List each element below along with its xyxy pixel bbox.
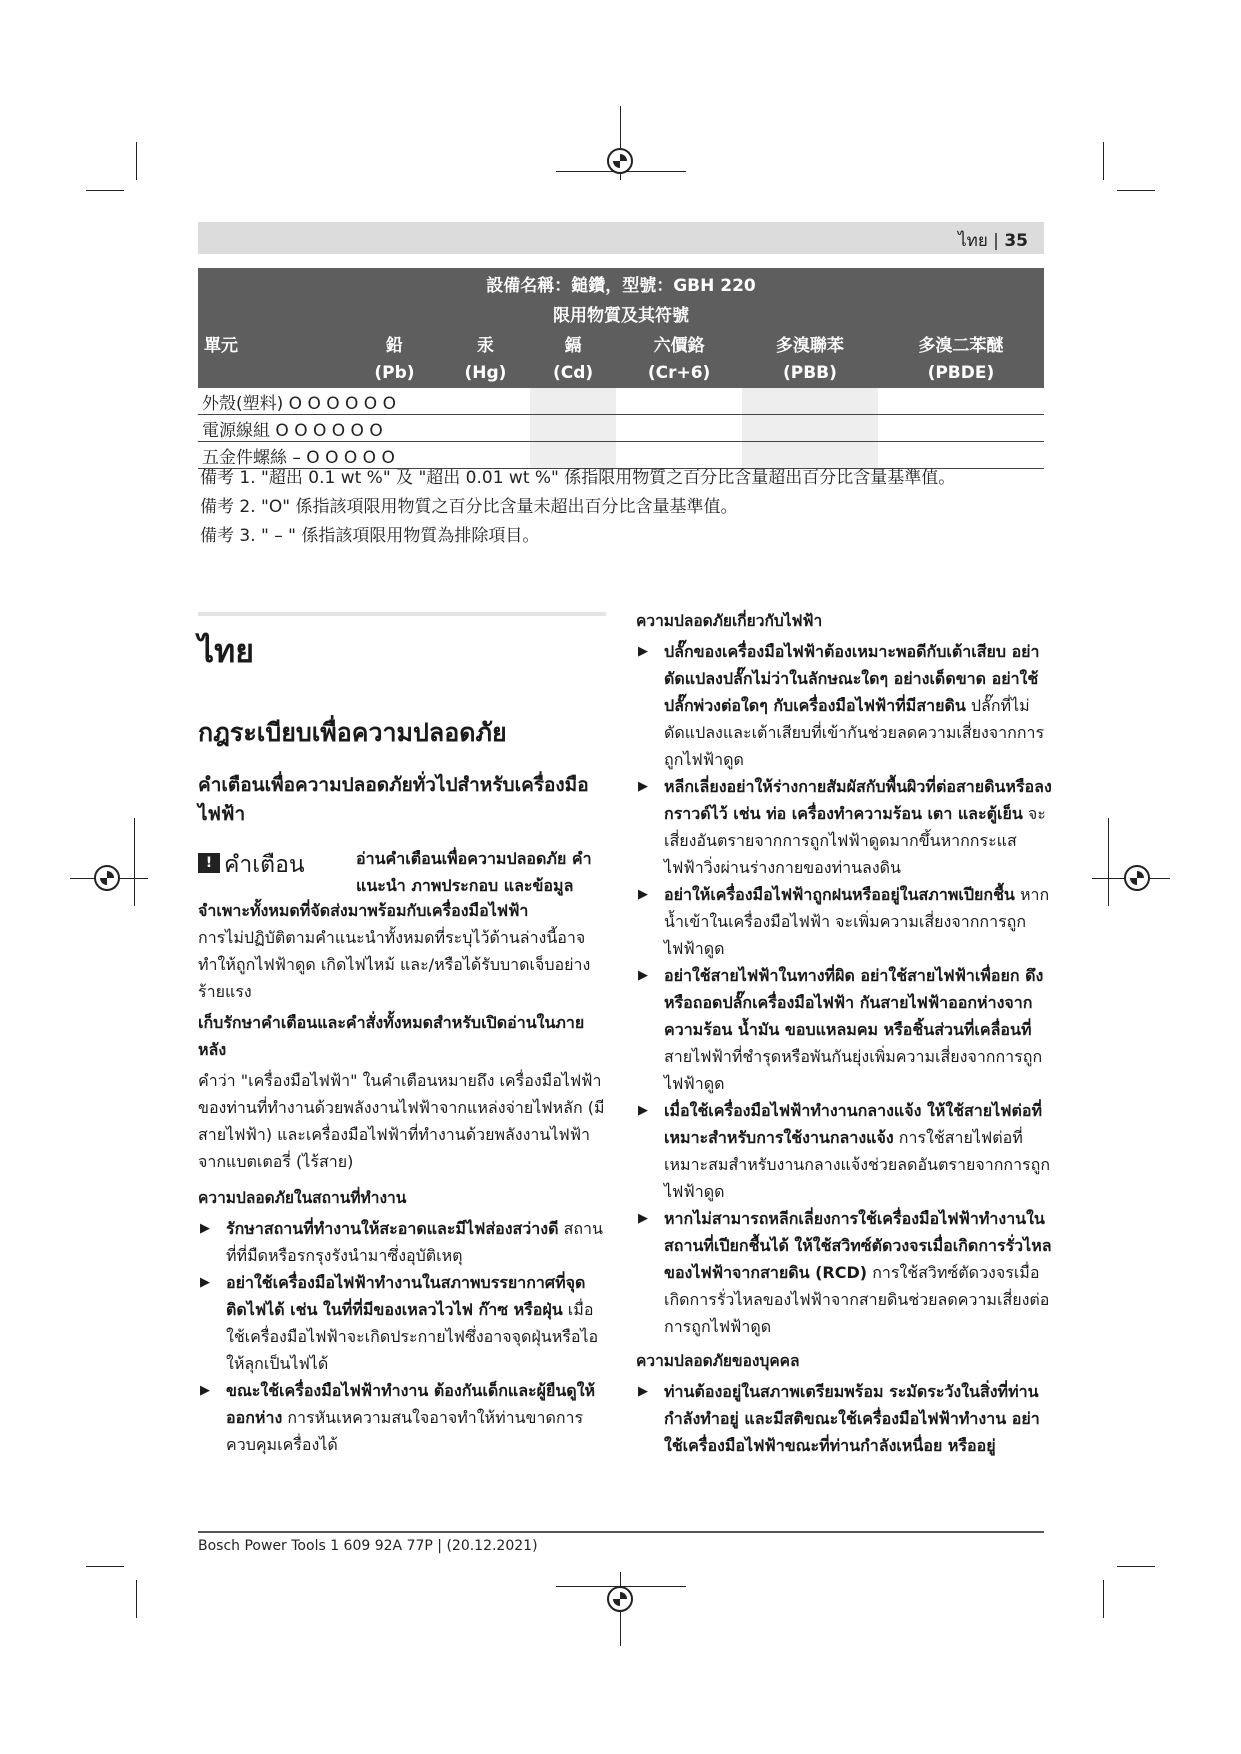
bullet-text: จะเสี่ยงอันตรายจากการถูกไฟฟ้าดูดมากขึ้นหากกระแสไฟฟ้าวิ่งผ่านร่างกายของท่านลงดิน	[664, 804, 1046, 877]
table-row	[198, 388, 1044, 415]
bullet-arrow-icon: ▶	[200, 1275, 210, 1290]
list-item	[636, 881, 1056, 962]
safety-heading: กฎระเบียบเพื่อความปลอดภัย	[198, 718, 507, 747]
rohs-substance-symbol: (Pb)	[348, 358, 441, 388]
bullet-arrow-icon: ▶	[200, 1221, 210, 1236]
rohs-substance-name: 多溴聯苯	[742, 328, 878, 358]
list-item	[636, 1378, 1056, 1459]
rohs-unit: 電源線組	[202, 420, 270, 441]
list-item	[636, 638, 1056, 773]
power-tool-term: คำว่า "เครื่องมือไฟฟ้า" ในคำเตือนหมายถึง เครื่องมือไฟฟ้าของท่านที่ทำงานด้วยพลังงานไฟฟ้าจากแหล่งจ่ายไฟหลัก (มีสายไฟฟ้า) และเครื่องมือไฟฟ้าที่ทำงานด้วยพลังงานไฟฟ้าจากแบตเตอรี่ (ไร้สาย)	[198, 1071, 605, 1171]
bullet-arrow-icon: ▶	[200, 1383, 210, 1398]
warning-continuation: จำเพาะทั้งหมดที่จัดส่งมาพร้อมกับเครื่องมือไฟฟ้า	[198, 901, 529, 920]
language-heading: ไทย	[198, 632, 254, 670]
rohs-substance-name: 鉛	[348, 328, 441, 358]
rohs-marks: O O O O O O	[288, 393, 396, 414]
registration-target-icon	[1124, 865, 1150, 891]
list-item	[198, 1269, 610, 1377]
bullet-lead: อย่าให้เครื่องมือไฟฟ้าถูกฝนหรืออยู่ในสภาพเปียกชื้น	[664, 885, 1015, 904]
footer-rule	[198, 1531, 1044, 1533]
registration-line	[1108, 818, 1109, 906]
bullet-lead: ท่านต้องอยู่ในสภาพเตรียมพร้อม ระมัดระวังในสิ่งที่ท่านกำลังทำอยู่ และมีสติขณะใช้เครื่องมือไฟฟ้าทำงาน อย่าใช้เครื่องมือไฟฟ้าขณะที่ท่านกำลังเหนื่อย หรืออยู่	[664, 1382, 1040, 1455]
general-warnings-heading: คำเตือนเพื่อความปลอดภัยทั่วไปสำหรับเครื่องมือไฟฟ้า	[198, 774, 589, 825]
crop-mark	[1103, 1580, 1104, 1618]
bullet-lead: อย่าใช้สายไฟฟ้าในทางที่ผิด อย่าใช้สายไฟฟ้าเพื่อยก ดึง หรือถอดปลั๊กเครื่องมือไฟฟ้า กันสายไฟฟ้าออกห่างจากความร้อน น้ำมัน ขอบแหลมคม หรือชิ้นส่วนที่เคลื่อนที่	[664, 966, 1044, 1039]
right-column	[636, 608, 1056, 1459]
rohs-marks: O O O O O O	[275, 420, 383, 441]
page-number: 35	[1004, 231, 1028, 251]
bullet-text: สถานที่ที่มืดหรือรกรุงรังนำมาซึ่งอุบัติเหตุ	[226, 1219, 603, 1265]
rohs-unit-header: 單元	[198, 328, 348, 358]
rohs-substance-symbol: (Hg)	[441, 358, 530, 388]
warning-triangle-icon: !	[198, 853, 220, 873]
crop-mark	[1103, 142, 1104, 180]
bullet-arrow-icon: ▶	[638, 644, 648, 659]
list-item	[636, 1097, 1056, 1205]
rohs-note: 備考 2. "O" 係指該項限用物質之百分比含量未超出百分比含量基準值。	[200, 497, 738, 517]
crop-mark	[136, 1580, 137, 1618]
rohs-unit: 五金件螺絲	[202, 447, 287, 468]
page-header	[198, 222, 1044, 254]
rohs-subtitle: 限用物質及其符號	[198, 298, 1044, 328]
list-item	[636, 962, 1056, 1097]
table-row	[198, 415, 1044, 442]
page-label: ไทย | 35	[958, 231, 1028, 251]
rohs-substance-name: 汞	[441, 328, 530, 358]
list-item	[636, 773, 1056, 881]
bullet-lead: อย่าใช้เครื่องมือไฟฟ้าทำงานในสภาพบรรยากาศที่จุดติดไฟได้ เช่น ในที่ที่มีของเหลวไวไฟ ก๊าซ หรือฝุ่น	[226, 1273, 586, 1319]
personal-safety-heading: ความปลอดภัยของบุคคล	[636, 1352, 800, 1370]
bullet-arrow-icon: ▶	[638, 1211, 648, 1226]
keep-instructions: เก็บรักษาคำเตือนและคำสั่งทั้งหมดสำหรับเปิดอ่านในภายหลัง	[198, 1013, 585, 1059]
warning-side-text: อ่านคำเตือนเพื่อความปลอดภัย คำแนะนำ ภาพประกอบ และข้อมูล	[356, 849, 592, 895]
registration-target-icon	[607, 1586, 633, 1612]
list-item	[636, 1205, 1056, 1340]
bullet-text: การหันเหความสนใจอาจทำให้ท่านขาดการควบคุมเครื่องได้	[226, 1408, 584, 1454]
bullet-lead: ขณะใช้เครื่องมือไฟฟ้าทำงาน ต้องกันเด็กและผู้ยืนดูให้ออกห่าง	[226, 1381, 596, 1427]
warning-block	[198, 845, 610, 897]
footer-text: Bosch Power Tools 1 609 92A 77P | (20.12.2021)	[198, 1538, 538, 1554]
bullet-text: เมื่อใช้เครื่องมือไฟฟ้าจะเกิดประกายไฟซึ่งอาจจุดฝุ่นหรือไอให้ลุกเป็นไฟได้	[226, 1300, 599, 1373]
rohs-title: 設備名稱：鎚鑽，型號：GBH 220	[198, 268, 1044, 298]
crop-mark	[1117, 1566, 1155, 1567]
bullet-lead: ปลั๊กของเครื่องมือไฟฟ้าต้องเหมาะพอดีกับเต้าเสียบ อย่าดัดแปลงปลั๊กไม่ว่าในลักษณะใดๆ อย่างเด็ดขาด อย่าใช้ปลั๊กพ่วงต่อใดๆ กับเครื่องมือไฟฟ้าที่มีสายดิน	[664, 642, 1040, 715]
registration-target-icon	[607, 148, 633, 174]
bullet-text: การใช้สายไฟต่อที่เหมาะสมสำหรับงานกลางแจ้งช่วยลดอันตรายจากการถูกไฟฟ้าดูด	[664, 1128, 1051, 1201]
electrical-safety-heading: ความปลอดภัยเกี่ยวกับไฟฟ้า	[636, 612, 823, 630]
rohs-marks: – O O O O O	[292, 447, 395, 468]
crop-mark	[136, 142, 137, 180]
bullet-lead: หากไม่สามารถหลีกเลี่ยงการใช้เครื่องมือไฟฟ้าทำงานในสถานที่เปียกชื้นได้ ให้ใช้สวิทซ์ตัดวงจรเมื่อเกิดการรั่วไหลของไฟฟ้าจากสายดิน (RCD)	[664, 1209, 1052, 1282]
registration-line	[134, 818, 135, 906]
warning-text: การไม่ปฏิบัติตามคำแนะนำทั้งหมดที่ระบุไว้ด้านล่างนี้อาจทำให้ถูกไฟฟ้าดูด เกิดไฟไหม้ และ/หรือได้รับบาดเจ็บอย่างร้ายแรง	[198, 928, 591, 1001]
bullet-arrow-icon: ▶	[638, 1103, 648, 1118]
rohs-substance-symbol: (PBB)	[742, 358, 878, 388]
rohs-note: 備考 1. "超出 0.1 wt %" 及 "超出 0.01 wt %" 係指限用物質之百分比含量超出百分比含量基準值。	[200, 468, 956, 488]
crop-mark	[1117, 190, 1155, 191]
crop-mark	[86, 1566, 124, 1567]
rohs-substance-symbol: (Cd)	[530, 358, 616, 388]
left-column	[198, 610, 610, 1458]
rohs-unit: 外殼(塑料)	[202, 393, 284, 414]
bullet-text: ปลั๊กที่ไม่ดัดแปลงและเต้าเสียบที่เข้ากันช่วยลดความเสี่ยงจากการถูกไฟฟ้าดูด	[664, 696, 1045, 769]
bullet-text: สายไฟฟ้าที่ชำรุดหรือพันกันยุ่งเพิ่มความเสี่ยงจากการถูกไฟฟ้าดูด	[664, 1047, 1043, 1093]
bullet-lead: หลีกเลี่ยงอย่าให้ร่างกายสัมผัสกับพื้นผิวที่ต่อสายดินหรือลงกราวด์ไว้ เช่น ท่อ เครื่องทำความร้อน เตา และตู้เย็น	[664, 777, 1052, 823]
list-item	[198, 1377, 610, 1458]
rohs-table	[198, 268, 1044, 469]
bullet-arrow-icon: ▶	[638, 968, 648, 983]
rohs-substance-symbol: (PBDE)	[878, 358, 1044, 388]
warning-word: คำเตือน	[224, 852, 305, 878]
work-area-heading: ความปลอดภัยในสถานที่ทำงาน	[198, 1189, 407, 1207]
bullet-arrow-icon: ▶	[638, 779, 648, 794]
bullet-arrow-icon: ▶	[638, 1384, 648, 1399]
bullet-arrow-icon: ▶	[638, 887, 648, 902]
header-language: ไทย	[958, 231, 988, 251]
rohs-row-cell	[198, 415, 441, 442]
rohs-substance-name: 鎘	[530, 328, 616, 358]
crop-mark	[86, 190, 124, 191]
rohs-substance-name: 多溴二苯醚	[878, 328, 1044, 358]
bullet-lead: เมื่อใช้เครื่องมือไฟฟ้าทำงานกลางแจ้ง ให้ใช้สายไฟต่อที่เหมาะสำหรับการใช้งานกลางแจ้ง	[664, 1101, 1043, 1147]
rohs-note: 備考 3. " – " 係指該項限用物質為排除項目。	[200, 526, 540, 546]
rohs-row-cell	[198, 388, 441, 415]
registration-target-icon	[94, 865, 120, 891]
list-item	[198, 1215, 610, 1269]
rohs-substance-name: 六價鉻	[616, 328, 742, 358]
bullet-lead: รักษาสถานที่ทำงานให้สะอาดและมีไฟส่องสว่างดี	[226, 1219, 559, 1238]
rohs-substance-symbol: (Cr+6)	[616, 358, 742, 388]
bullet-text: หากน้ำเข้าในเครื่องมือไฟฟ้า จะเพิ่มความเสี่ยงจากการถูกไฟฟ้าดูด	[664, 885, 1050, 958]
bullet-text: การใช้สวิทซ์ตัดวงจรเมื่อเกิดการรั่วไหลของไฟฟ้าจากสายดินช่วยลดความเสี่ยงต่อการถูกไฟฟ้าดูด	[664, 1263, 1050, 1336]
